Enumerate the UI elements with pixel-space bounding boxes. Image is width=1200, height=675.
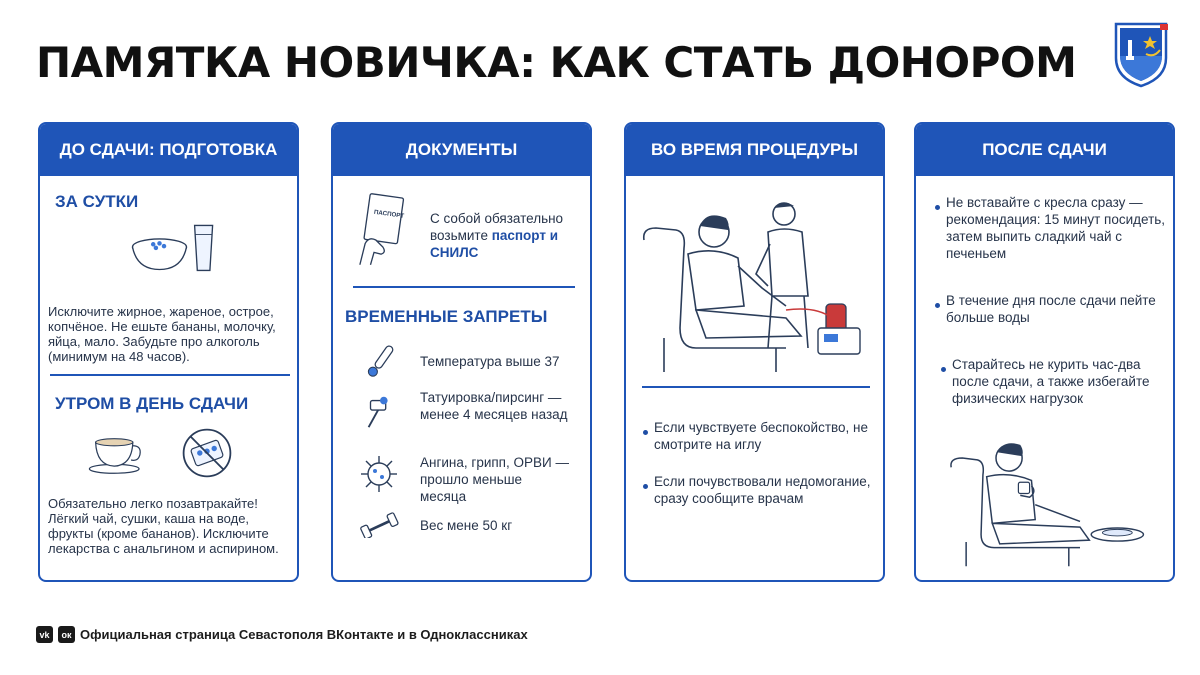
thermometer-icon bbox=[363, 342, 399, 378]
tip-item bbox=[946, 194, 1171, 262]
donor-and-nurse-illustration bbox=[636, 188, 876, 378]
tip-text: Старайтесь не курить час-два после сдачи, а также избегайте физических нагрузок bbox=[952, 357, 1150, 406]
card-header: ВО ВРЕМЯ ПРОЦЕДУРЫ bbox=[626, 124, 883, 176]
section-text-morning: Обязательно легко позавтракайте! Лёгкий чай, сушки, каша на воде, фрукты (кроме бананов). Исключите лекарства с анальгином и аспирином. bbox=[48, 496, 279, 556]
tea-cup-icon bbox=[85, 429, 147, 475]
bullet-dot bbox=[643, 430, 648, 435]
section-title-temporary-bans: ВРЕМЕННЫЕ ЗАПРЕТЫ bbox=[345, 307, 548, 326]
footer bbox=[36, 626, 528, 643]
passport-label: ПАСПОРТ bbox=[373, 208, 405, 220]
card-header: ДОКУМЕНТЫ bbox=[333, 124, 590, 176]
vk-icon[interactable]: vk bbox=[36, 626, 53, 643]
tip-text: Если чувствуете беспокойство, не смотрите на иглу bbox=[654, 420, 869, 452]
divider bbox=[642, 386, 870, 388]
card-documents bbox=[331, 122, 592, 582]
tip-text: Если почувствовали недомогание, сразу сообщите врачам bbox=[654, 474, 871, 506]
section-title-day-before: ЗА СУТКИ bbox=[55, 192, 139, 211]
divider bbox=[50, 374, 290, 376]
odnoklassniki-icon[interactable]: ок bbox=[58, 626, 75, 643]
tip-item bbox=[654, 419, 879, 453]
hand-holding-passport-icon bbox=[351, 190, 413, 274]
bullet-dot bbox=[941, 367, 946, 372]
tip-item bbox=[952, 356, 1162, 407]
dumbbell-icon bbox=[359, 512, 399, 538]
ban-text-temperature: Температура выше 37 bbox=[420, 354, 560, 369]
documents-text bbox=[430, 210, 590, 261]
ban-text-illness: Ангина, грипп, ОРВИ — прошло меньше месяца bbox=[420, 455, 569, 504]
ban-text-tattoo: Татуировка/пирсинг — менее 4 месяцев назад bbox=[420, 390, 568, 422]
bullet-dot bbox=[935, 303, 940, 308]
ban-text-weight: Вес мене 50 кг bbox=[420, 518, 513, 533]
sevastopol-coat-of-arms-icon bbox=[1110, 18, 1172, 88]
tip-item bbox=[946, 292, 1171, 326]
card-header: ПОСЛЕ СДАЧИ bbox=[916, 124, 1173, 176]
card-before-donation bbox=[38, 122, 299, 582]
bullet-dot bbox=[935, 205, 940, 210]
card-during-procedure bbox=[624, 122, 885, 582]
no-pills-icon bbox=[180, 426, 234, 480]
section-text-day-before: Исключите жирное, жареное, острое, копчёное. Не ешьте бананы, молочку, яйца, мало. Забудьте про алкоголь (минимум на 48 часов). bbox=[48, 304, 276, 364]
section-title-morning: УТРОМ В ДЕНЬ СДАЧИ bbox=[55, 394, 249, 413]
documents-text-plain: С собой обязательно возьмите bbox=[430, 211, 564, 243]
tip-text: В течение дня после сдачи пейте больше воды bbox=[946, 293, 1156, 325]
tip-text: Не вставайте с кресла сразу — рекомендация: 15 минут посидеть, затем выпить сладкий чай с печеньем bbox=[946, 195, 1166, 261]
porridge-and-water-icon bbox=[128, 219, 218, 275]
card-after-donation bbox=[914, 122, 1175, 582]
divider bbox=[353, 286, 575, 288]
resting-donor-with-tea-illustration bbox=[932, 430, 1172, 570]
documents-text-bold: паспорт и СНИЛС bbox=[430, 228, 559, 260]
tip-item bbox=[654, 473, 879, 507]
page-title: ПАМЯТКА НОВИЧКА: КАК СТАТЬ ДОНОРОМ bbox=[36, 38, 1077, 87]
card-header: ДО СДАЧИ: ПОДГОТОВКА bbox=[40, 124, 297, 176]
tattoo-machine-icon bbox=[361, 392, 399, 432]
bullet-dot bbox=[643, 484, 648, 489]
virus-icon bbox=[359, 454, 399, 494]
footer-text: Официальная страница Севастополя ВКонтакте и в Одноклассниках bbox=[80, 627, 528, 642]
